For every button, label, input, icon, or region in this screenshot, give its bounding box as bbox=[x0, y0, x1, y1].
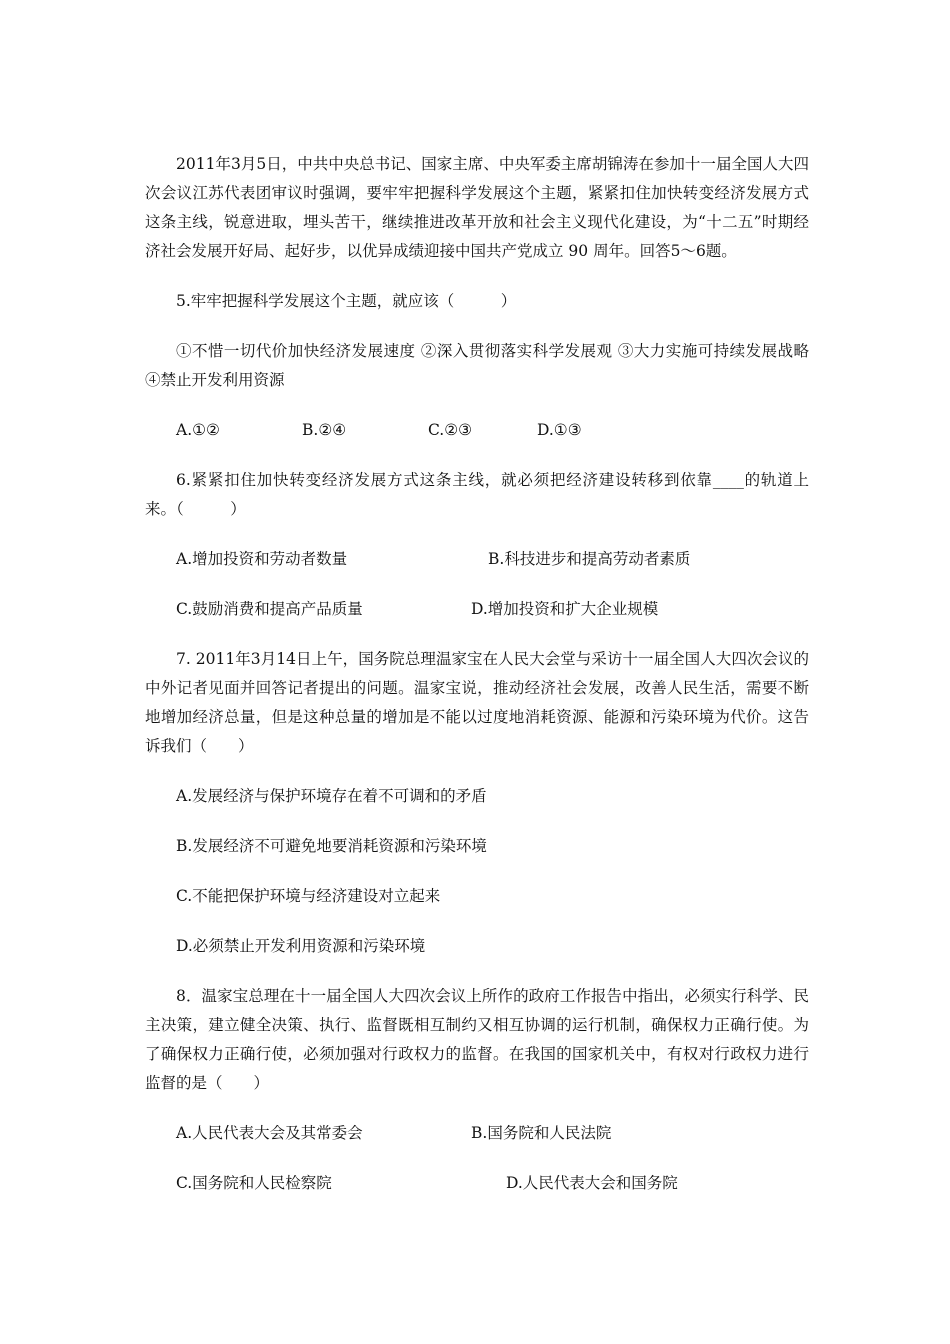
question-6-options-row-2 bbox=[145, 595, 809, 624]
question-6-option-d[interactable]: D.增加投资和扩大企业规模 bbox=[471, 600, 659, 618]
question-8-option-d[interactable]: D.人民代表大会和国务院 bbox=[506, 1174, 678, 1192]
question-7-option-a[interactable]: A.发展经济与保护环境存在着不可调和的矛盾 bbox=[176, 787, 487, 805]
question-6-stem: 6.紧紧扣住加快转变经济发展方式这条主线，就必须把经济建设转移到依靠____的轨道上来。（ ） bbox=[145, 471, 809, 518]
question-5-option-d[interactable]: D.①③ bbox=[537, 421, 582, 439]
question-5-option-c[interactable]: C.②③ bbox=[428, 421, 473, 439]
question-6-option-c[interactable]: C.鼓励消费和提高产品质量 bbox=[176, 600, 363, 618]
question-6-option-b[interactable]: B.科技进步和提高劳动者素质 bbox=[488, 550, 691, 568]
question-5-items: ①不惜一切代价加快经济发展速度 ②深入贯彻落实科学发展观 ③大力实施可持续发展战略 ④禁止开发利用资源 bbox=[145, 342, 809, 389]
question-5-option-b[interactable]: B.②④ bbox=[302, 421, 347, 439]
question-7-option-b[interactable]: B.发展经济不可避免地要消耗资源和污染环境 bbox=[176, 837, 487, 855]
question-8-option-b[interactable]: B.国务院和人民法院 bbox=[471, 1124, 612, 1142]
question-8-options-row-1 bbox=[145, 1119, 809, 1148]
intro-paragraph: 2011年3月5日，中共中央总书记、国家主席、中央军委主席胡锦涛在参加十一届全国人大四次会议江苏代表团审议时强调，要牢牢把握科学发展这个主题，紧紧扣住加快转变经济发展方式这条主线，锐意进取，埋头苦干，继续推进改革开放和社会主义现代化建设，为“十二五”时期经济社会发展开好局、起好步，以优异成绩迎接中国共产党成立 90 周年。回答5～6题。 bbox=[145, 155, 809, 260]
question-8-options-row-2 bbox=[145, 1169, 809, 1198]
question-7-option-c[interactable]: C.不能把保护环境与经济建设对立起来 bbox=[176, 887, 441, 905]
question-6-options-row-1 bbox=[145, 545, 809, 574]
question-8-stem: 8．温家宝总理在十一届全国人大四次会议上所作的政府工作报告中指出，必须实行科学、民主决策，建立健全决策、执行、监督既相互制约又相互协调的运行机制，确保权力正确行使。为了确保权力正确行使，必须加强对行政权力的监督。在我国的国家机关中，有权对行政权力进行监督的是（ ） bbox=[145, 987, 809, 1092]
question-5-option-a[interactable]: A.①② bbox=[176, 421, 220, 439]
question-5-stem: 5.牢牢把握科学发展这个主题，就应该（ ） bbox=[176, 292, 517, 310]
question-7-stem: 7. 2011年3月14日上午，国务院总理温家宝在人民大会堂与采访十一届全国人大四次会议的中外记者见面并回答记者提出的问题。温家宝说，推动经济社会发展，改善人民生活，需要不断地增加经济总量，但是这种总量的增加是不能以过度地消耗资源、能源和污染环境为代价。这告诉我们（ ） bbox=[145, 650, 809, 755]
question-8-option-a[interactable]: A.人民代表大会及其常委会 bbox=[176, 1124, 363, 1142]
question-5-options bbox=[145, 416, 809, 445]
document-page bbox=[145, 150, 809, 1198]
question-8-option-c[interactable]: C.国务院和人民检察院 bbox=[176, 1174, 332, 1192]
question-7-option-d[interactable]: D.必须禁止开发利用资源和污染环境 bbox=[176, 937, 426, 955]
question-6-option-a[interactable]: A.增加投资和劳动者数量 bbox=[176, 550, 348, 568]
